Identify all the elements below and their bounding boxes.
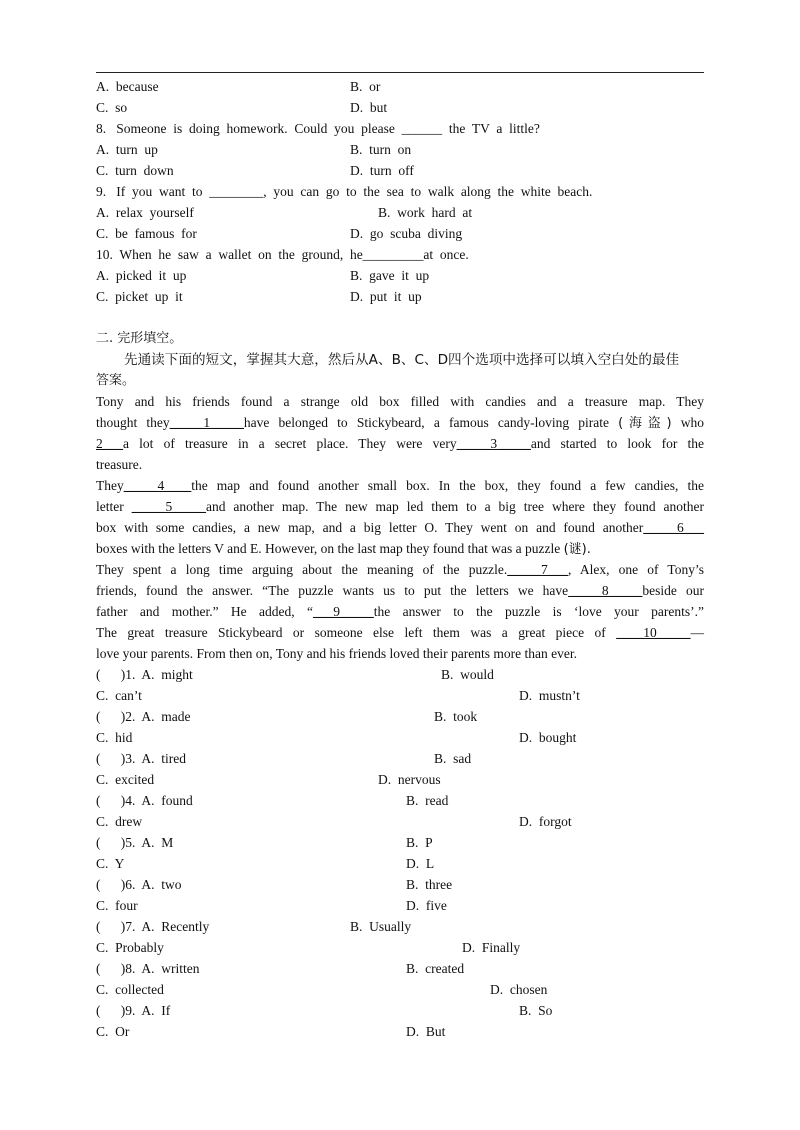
option-1-b: B. would <box>441 667 494 682</box>
q8-option-d: D. turn off <box>350 163 414 178</box>
option-7-a: ( )7. A. Recently <box>96 919 210 934</box>
q7-option-b: B. or <box>350 79 381 94</box>
passage-text: the answer to the puzzle is ‘love your parents’.” <box>373 604 705 619</box>
passage-text: have belonged to Stickybeard, a famous candy-loving pirate <box>243 415 609 430</box>
option-9-c: C. Or <box>96 1024 130 1039</box>
q10-option-a: A. picked it up <box>96 268 187 283</box>
passage-text: a lot of treasure in a secret place. They were very <box>123 436 457 451</box>
passage-text: box with some candies, a new map, and a big letter O. They went on and found another <box>96 520 644 535</box>
blank-5: _____5_____ <box>131 499 206 514</box>
passage-line <box>96 561 704 579</box>
passage-text: They <box>96 478 124 493</box>
q9-option-d: D. go scuba diving <box>350 226 463 241</box>
section-heading: 二. 完形填空。 <box>96 331 183 346</box>
option-4-d: D. forgot <box>519 814 572 829</box>
q8-option-b: B. turn on <box>350 142 412 157</box>
option-2-d: D. bought <box>519 730 577 745</box>
gloss-puzzle: (谜). <box>563 542 591 557</box>
option-7-b: B. Usually <box>350 919 412 934</box>
option-5-a: ( )5. A. M <box>96 835 174 850</box>
q9-option-c: C. be famous for <box>96 226 197 241</box>
passage-text: and started to look for the <box>530 436 704 451</box>
blank-6: _____6___ <box>643 520 704 535</box>
option-6-a: ( )6. A. two <box>96 877 182 892</box>
passage-text: , Alex, one of Tony’s <box>568 562 704 577</box>
q10-option-d: D. put it up <box>350 289 422 304</box>
q10-option-c: C. picket up it <box>96 289 183 304</box>
option-8-a: ( )8. A. written <box>96 961 200 976</box>
q9-option-b: B. work hard at <box>378 205 473 220</box>
q8-stem: 8. Someone is doing homework. Could you please ______ the TV a little? <box>96 121 540 136</box>
instruction-line-2: 答案。 <box>96 373 136 388</box>
option-5-c: C. Y <box>96 856 125 871</box>
passage-text: The great treasure Stickybeard or someone else left them was a great piece of <box>96 625 606 640</box>
q8-option-a: A. turn up <box>96 142 158 157</box>
option-9-d: D. But <box>406 1024 446 1039</box>
blank-7: _____7___ <box>507 562 569 577</box>
option-4-c: C. drew <box>96 814 143 829</box>
passage-text: friends, found the answer. “The puzzle wants us to put the letters we have <box>96 583 569 598</box>
passage-text: — <box>690 625 704 640</box>
option-7-d: D. Finally <box>462 940 521 955</box>
option-1-c: C. can’t <box>96 688 142 703</box>
passage-text: They spent a long time arguing about the meaning of the puzzle. <box>96 562 508 577</box>
option-2-b: B. took <box>434 709 478 724</box>
passage-line: treasure. <box>96 457 143 472</box>
q7-option-c: C. so <box>96 100 128 115</box>
instruction-line-1: 先通读下面的短文，掌握其大意，然后从A、B、C、D四个选项中选择可以填入空白处的最佳 <box>124 352 680 368</box>
passage-line <box>96 477 704 495</box>
gloss-pirate: (海盗) <box>618 416 672 431</box>
option-7-c: C. Probably <box>96 940 164 955</box>
option-8-c: C. collected <box>96 982 164 997</box>
option-3-c: C. excited <box>96 772 155 787</box>
passage-line <box>96 540 591 559</box>
passage-line: Tony and his friends found a strange old box filled with candies and a treasure map. They <box>96 394 704 409</box>
option-3-a: ( )3. A. tired <box>96 751 186 766</box>
option-4-b: B. read <box>406 793 449 808</box>
option-4-a: ( )4. A. found <box>96 793 193 808</box>
option-5-d: D. L <box>406 856 435 871</box>
q7-option-a: A. because <box>96 79 159 94</box>
option-2-c: C. hid <box>96 730 133 745</box>
option-1-d: D. mustn’t <box>519 688 580 703</box>
passage-text: who <box>680 415 705 430</box>
q9-stem: 9. If you want to ________, you can go to the sea to walk along the white beach. <box>96 184 593 199</box>
q7-option-d: D. but <box>350 100 388 115</box>
passage-line <box>96 435 704 453</box>
q9-option-a: A. relax yourself <box>96 205 194 220</box>
blank-10: ____10_____ <box>616 625 691 640</box>
q8-option-c: C. turn down <box>96 163 174 178</box>
blank-8: _____8_____ <box>568 583 643 598</box>
option-3-b: B. sad <box>434 751 472 766</box>
option-8-b: B. created <box>406 961 465 976</box>
passage-line: love your parents. From then on, Tony and his friends loved their parents more than ever. <box>96 646 577 661</box>
blank-2: 2___ <box>96 436 123 451</box>
passage-text: and another map. The new map led them to a big tree where they found another <box>205 499 705 514</box>
passage-text: father and mother.” He added, “ <box>96 604 314 619</box>
blank-3: _____3_____ <box>456 436 531 451</box>
blank-1: _____1_____ <box>169 415 244 430</box>
passage-line <box>96 519 704 537</box>
passage-text: letter <box>96 499 124 514</box>
option-6-c: C. four <box>96 898 138 913</box>
blank-4: _____4____ <box>123 478 192 493</box>
option-2-a: ( )2. A. made <box>96 709 191 724</box>
passage-text: thought they <box>96 415 170 430</box>
passage-text: beside our <box>642 583 705 598</box>
option-3-d: D. nervous <box>378 772 441 787</box>
option-6-d: D. five <box>406 898 447 913</box>
passage-line <box>96 603 704 621</box>
option-1-a: ( )1. A. might <box>96 667 193 682</box>
option-5-b: B. P <box>406 835 433 850</box>
q10-option-b: B. gave it up <box>350 268 430 283</box>
passage-text: boxes with the letters V and E. However, on the last map they found that was a puzzle <box>96 541 561 556</box>
passage-line <box>96 414 704 433</box>
passage-line <box>96 498 704 516</box>
option-8-d: D. chosen <box>490 982 548 997</box>
option-6-b: B. three <box>406 877 453 892</box>
option-9-a: ( )9. A. If <box>96 1003 171 1018</box>
passage-line <box>96 582 704 600</box>
option-9-b: B. So <box>519 1003 553 1018</box>
header-rule <box>96 72 704 73</box>
blank-9: ___9_____ <box>313 604 374 619</box>
q10-stem: 10. When he saw a wallet on the ground, he_________at once. <box>96 247 469 262</box>
passage-line <box>96 624 704 642</box>
passage-text: the map and found another small box. In the box, they found a few candies, the <box>191 478 704 493</box>
